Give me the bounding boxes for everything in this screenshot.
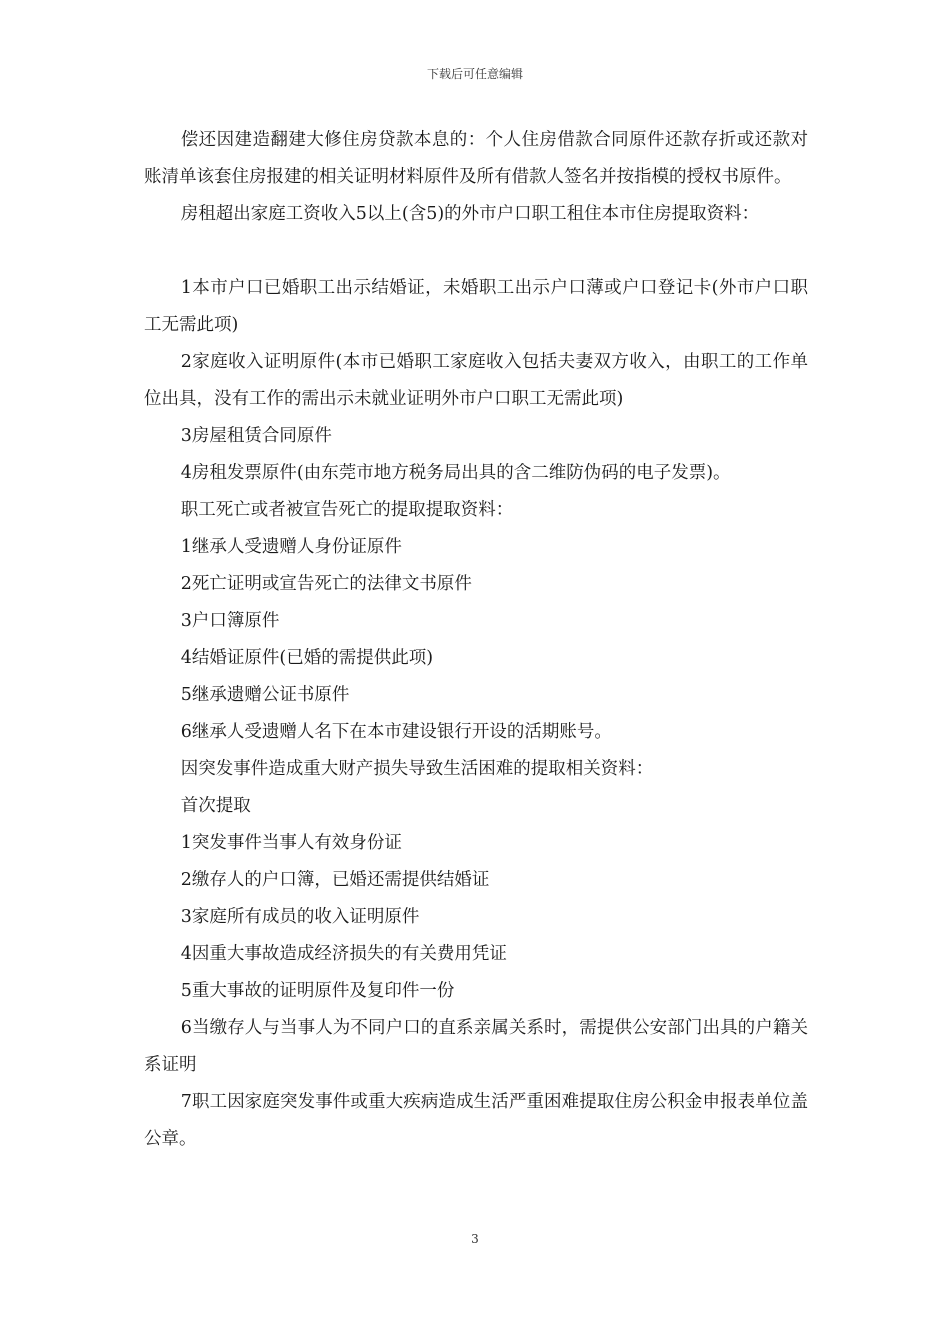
- paragraph-blank: [144, 233, 808, 270]
- paragraph: 6当缴存人与当事人为不同户口的直系亲属关系时，需提供公安部门出具的户籍关系证明: [144, 1018, 808, 1075]
- paragraph: 3房屋租赁合同原件: [180, 426, 332, 446]
- paragraph: 2家庭收入证明原件(本市已婚职工家庭收入包括夫妻双方收入，由职工的工作单位出具，没有工作的需出示未就业证明外市户口职工无需此项): [144, 352, 808, 409]
- paragraph: 1继承人受遗赠人身份证原件: [180, 537, 402, 557]
- page-number: 3: [471, 1232, 479, 1246]
- paragraph: 4因重大事故造成经济损失的有关费用凭证: [180, 944, 507, 964]
- paragraph: 5重大事故的证明原件及复印件一份: [180, 981, 455, 1001]
- paragraph: 3家庭所有成员的收入证明原件: [180, 907, 420, 927]
- paragraph: 偿还因建造翻建大修住房贷款本息的：个人住房借款合同原件还款存折或还款对账清单该套住房报建的相关证明材料原件及所有借款人签名并按指模的授权书原件。: [144, 130, 808, 187]
- paragraph: 6继承人受遗赠人名下在本市建设银行开设的活期账号。: [180, 722, 612, 742]
- document-body: [144, 122, 808, 1158]
- paragraph: 7职工因家庭突发事件或重大疾病造成生活严重困难提取住房公积金申报表单位盖公章。: [144, 1092, 808, 1149]
- paragraph: 因突发事件造成重大财产损失导致生活困难的提取相关资料：: [180, 759, 654, 779]
- paragraph: 5继承遗赠公证书原件: [180, 685, 350, 705]
- paragraph: 3户口簿原件: [180, 611, 280, 631]
- paragraph: 1本市户口已婚职工出示结婚证，未婚职工出示户口薄或户口登记卡(外市户口职工无需此项): [144, 278, 808, 335]
- paragraph: 首次提取: [180, 796, 251, 816]
- paragraph: 4结婚证原件(已婚的需提供此项): [180, 648, 434, 668]
- paragraph: 4房租发票原件(由东莞市地方税务局出具的含二维防伪码的电子发票)。: [180, 463, 731, 483]
- paragraph: 2死亡证明或宣告死亡的法律文书原件: [180, 574, 472, 594]
- paragraph: 职工死亡或者被宣告死亡的提取提取资料：: [180, 500, 514, 520]
- paragraph: 2缴存人的户口簿，已婚还需提供结婚证: [180, 870, 490, 890]
- paragraph: 房租超出家庭工资收入5以上(含5)的外市户口职工租住本市住房提取资料：: [180, 204, 760, 224]
- page-header: 下载后可任意编辑: [426, 67, 523, 81]
- paragraph: 1突发事件当事人有效身份证: [180, 833, 402, 853]
